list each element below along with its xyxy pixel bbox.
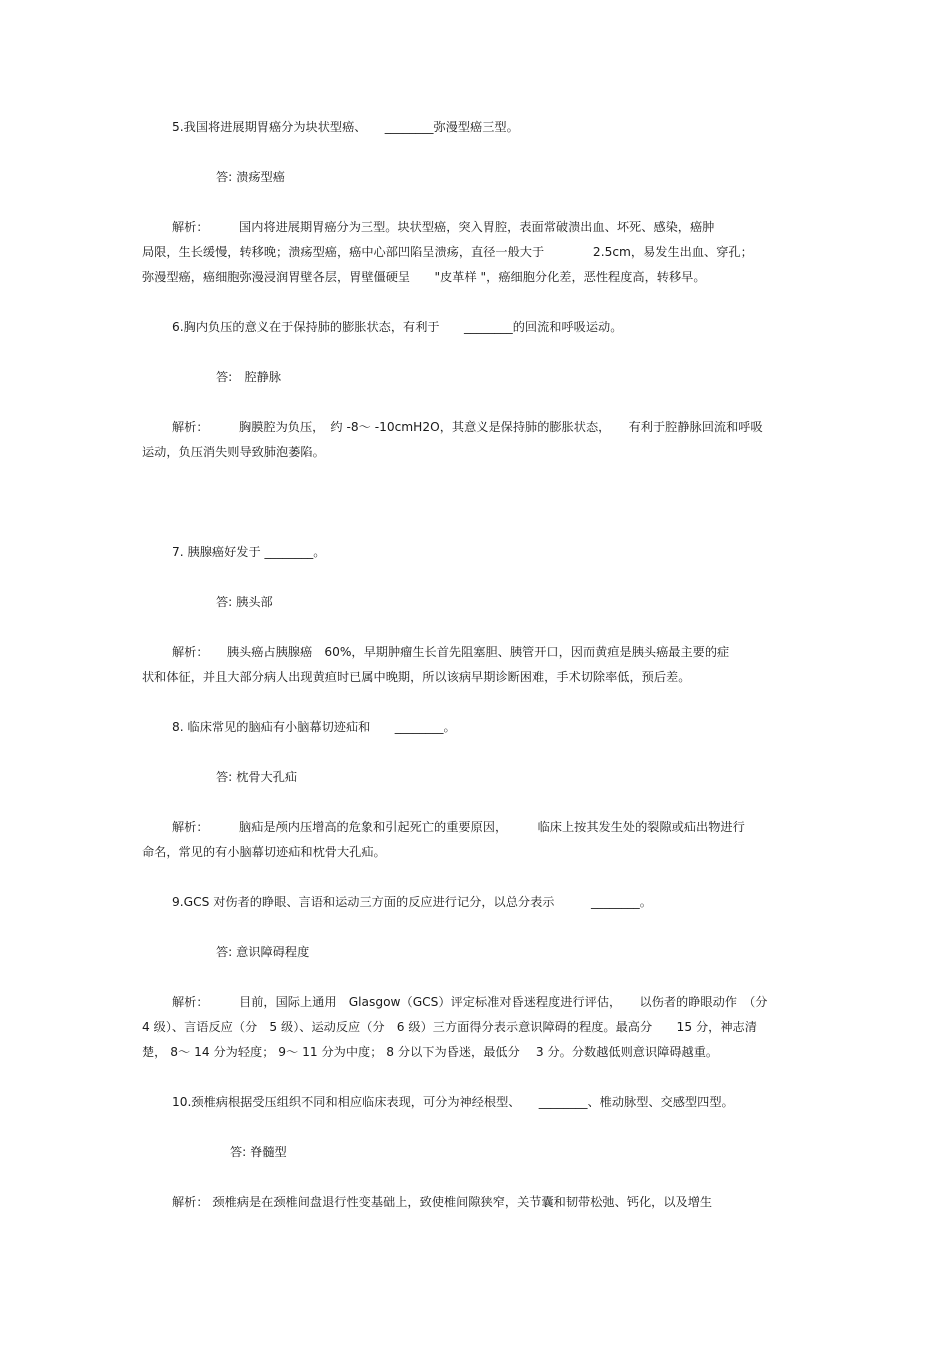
answer-6: 答: 腔静脉 [216, 370, 282, 384]
analysis-5-line-3: 弥漫型癌，癌细胞弥漫浸润胃壁各层，胃壁僵硬呈 "皮革样 "，癌细胞分化差，恶性程度高，转移早。 [142, 270, 706, 284]
analysis-10-line-1: 解析： 颈椎病是在颈椎间盘退行性变基础上，致使椎间隙狭窄，关节囊和韧带松弛、钙化，以及增生 [172, 1195, 713, 1209]
analysis-6-line-2: 运动，负压消失则导致肺泡萎陷。 [142, 445, 325, 459]
analysis-8-line-1: 解析： 脑疝是颅内压增高的危象和引起死亡的重要原因， 临床上按其发生处的裂隙或疝出物进行 [172, 820, 745, 834]
answer-8: 答: 枕骨大孔疝 [216, 770, 298, 784]
question-5: 5.我国将进展期胃癌分为块状型癌、 ________弥漫型癌三型。 [172, 120, 519, 134]
question-6: 6.胸内负压的意义在于保持肺的膨胀状态，有利于 ________的回流和呼吸运动。 [172, 320, 623, 334]
question-8: 8. 临床常见的脑疝有小脑幕切迹疝和 ________。 [172, 720, 456, 734]
analysis-9-line-2: 4 级）、言语反应（分 5 级）、运动反应（分 6 级）三方面得分表示意识障碍的程度。最高分 15 分，神志清 [142, 1020, 757, 1034]
analysis-6-line-1: 解析： 胸膜腔为负压， 约 -8～ -10cmH2O，其意义是保持肺的膨胀状态， 有利于腔静脉回流和呼吸 [172, 420, 763, 434]
analysis-9-line-1: 解析： 目前，国际上通用 Glasgow（GCS）评定标准对昏迷程度进行评估， 以伤者的睁眼动作 （分 [172, 995, 768, 1009]
analysis-7-line-1: 解析： 胰头癌占胰腺癌 60%，早期肿瘤生长首先阻塞胆、胰管开口，因而黄疸是胰头癌最主要的症 [172, 645, 730, 659]
question-7: 7. 胰腺癌好发于 ________。 [172, 545, 326, 559]
question-10: 10.颈椎病根据受压组织不同和相应临床表现，可分为神经根型、 ________、椎动脉型、交感型四型。 [172, 1095, 734, 1109]
answer-9: 答: 意识障碍程度 [216, 945, 310, 959]
question-9: 9.GCS 对伤者的睁眼、言语和运动三方面的反应进行记分，以总分表示 ________。 [172, 895, 652, 909]
answer-7: 答: 胰头部 [216, 595, 273, 609]
analysis-8-line-2: 命名，常见的有小脑幕切迹疝和枕骨大孔疝。 [142, 845, 386, 859]
analysis-7-line-2: 状和体征，并且大部分病人出现黄疸时已属中晚期，所以该病早期诊断困难，手术切除率低，预后差。 [142, 670, 691, 684]
answer-5: 答: 溃疡型癌 [216, 170, 285, 184]
analysis-5-line-2: 局限，生长缓慢，转移晚；溃疡型癌，癌中心部凹陷呈溃疡，直径一般大于 2.5cm，易发生出血、穿孔； [142, 245, 753, 259]
analysis-9-line-3: 楚， 8～ 14 分为轻度； 9～ 11 分为中度； 8 分以下为昏迷，最低分 3 分。分数越低则意识障碍越重。 [142, 1045, 719, 1059]
answer-10: 答: 脊髓型 [230, 1145, 287, 1159]
analysis-5-line-1: 解析： 国内将进展期胃癌分为三型。块状型癌，突入胃腔，表面常破溃出血、坏死、感染，癌肿 [172, 220, 715, 234]
